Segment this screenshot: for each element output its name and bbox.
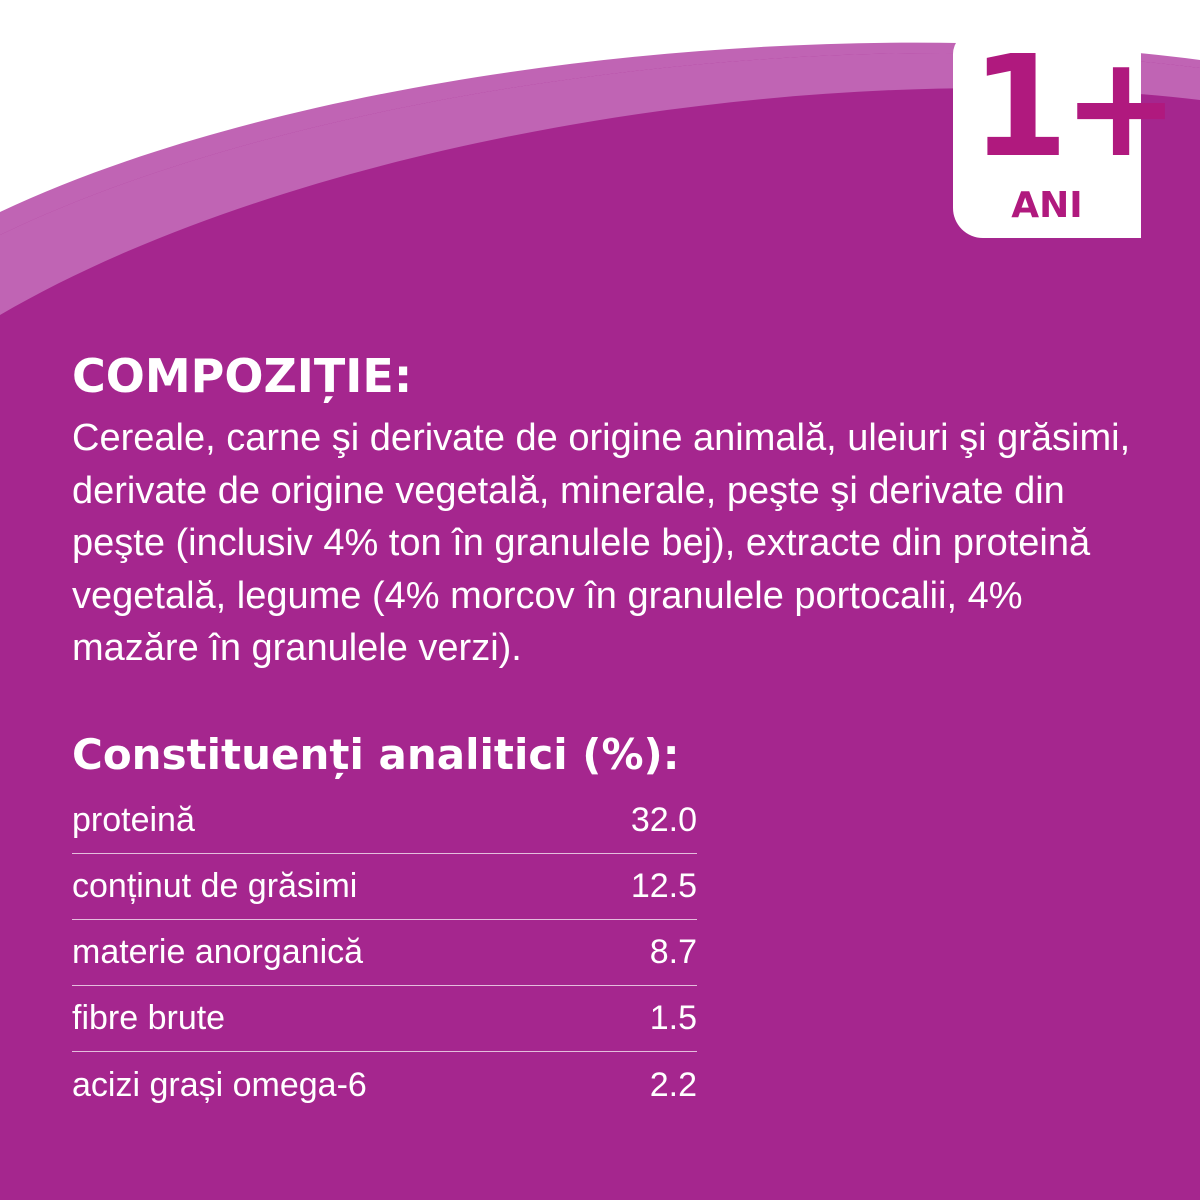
analytics-row-label: fibre brute [72, 999, 226, 1037]
analytics-row-value: 1.5 [649, 999, 697, 1037]
age-badge-number: 1+ [971, 26, 1174, 189]
analytics-heading: Constituenți analitici (%): [72, 730, 680, 779]
analytics-row-fat [72, 854, 697, 920]
analytics-row-ash [72, 920, 697, 986]
analytics-row-protein [72, 788, 697, 854]
analytics-row-label: materie anorganică [72, 933, 364, 971]
analytics-row-label: conținut de grăsimi [72, 867, 358, 905]
analytics-row-value: 8.7 [649, 933, 697, 971]
analytics-row-label: acizi grași omega-6 [72, 1065, 367, 1104]
age-badge-unit: ANI [1011, 185, 1083, 226]
analytics-table [72, 788, 697, 1118]
composition-heading: COMPOZIȚIE: [72, 349, 413, 403]
analytics-row-omega6 [72, 1052, 697, 1118]
analytics-row-label: proteină [72, 801, 195, 839]
analytics-row-value: 2.2 [649, 1065, 697, 1104]
age-badge [953, 26, 1174, 238]
analytics-row-value: 32.0 [630, 801, 697, 839]
composition-text: Cereale, carne şi derivate de origine animală, uleiuri şi grăsimi, derivate de origine vegetală, minerale, peşte şi derivate din peşte (inclusiv 4% ton în granulele bej), extracte din proteină vegetală, legume (4% morcov în granulele portocalii, 4% mazăre în granulele verzi). [72, 417, 1131, 669]
analytics-row-fibre [72, 986, 697, 1052]
analytics-row-value: 12.5 [630, 867, 697, 905]
